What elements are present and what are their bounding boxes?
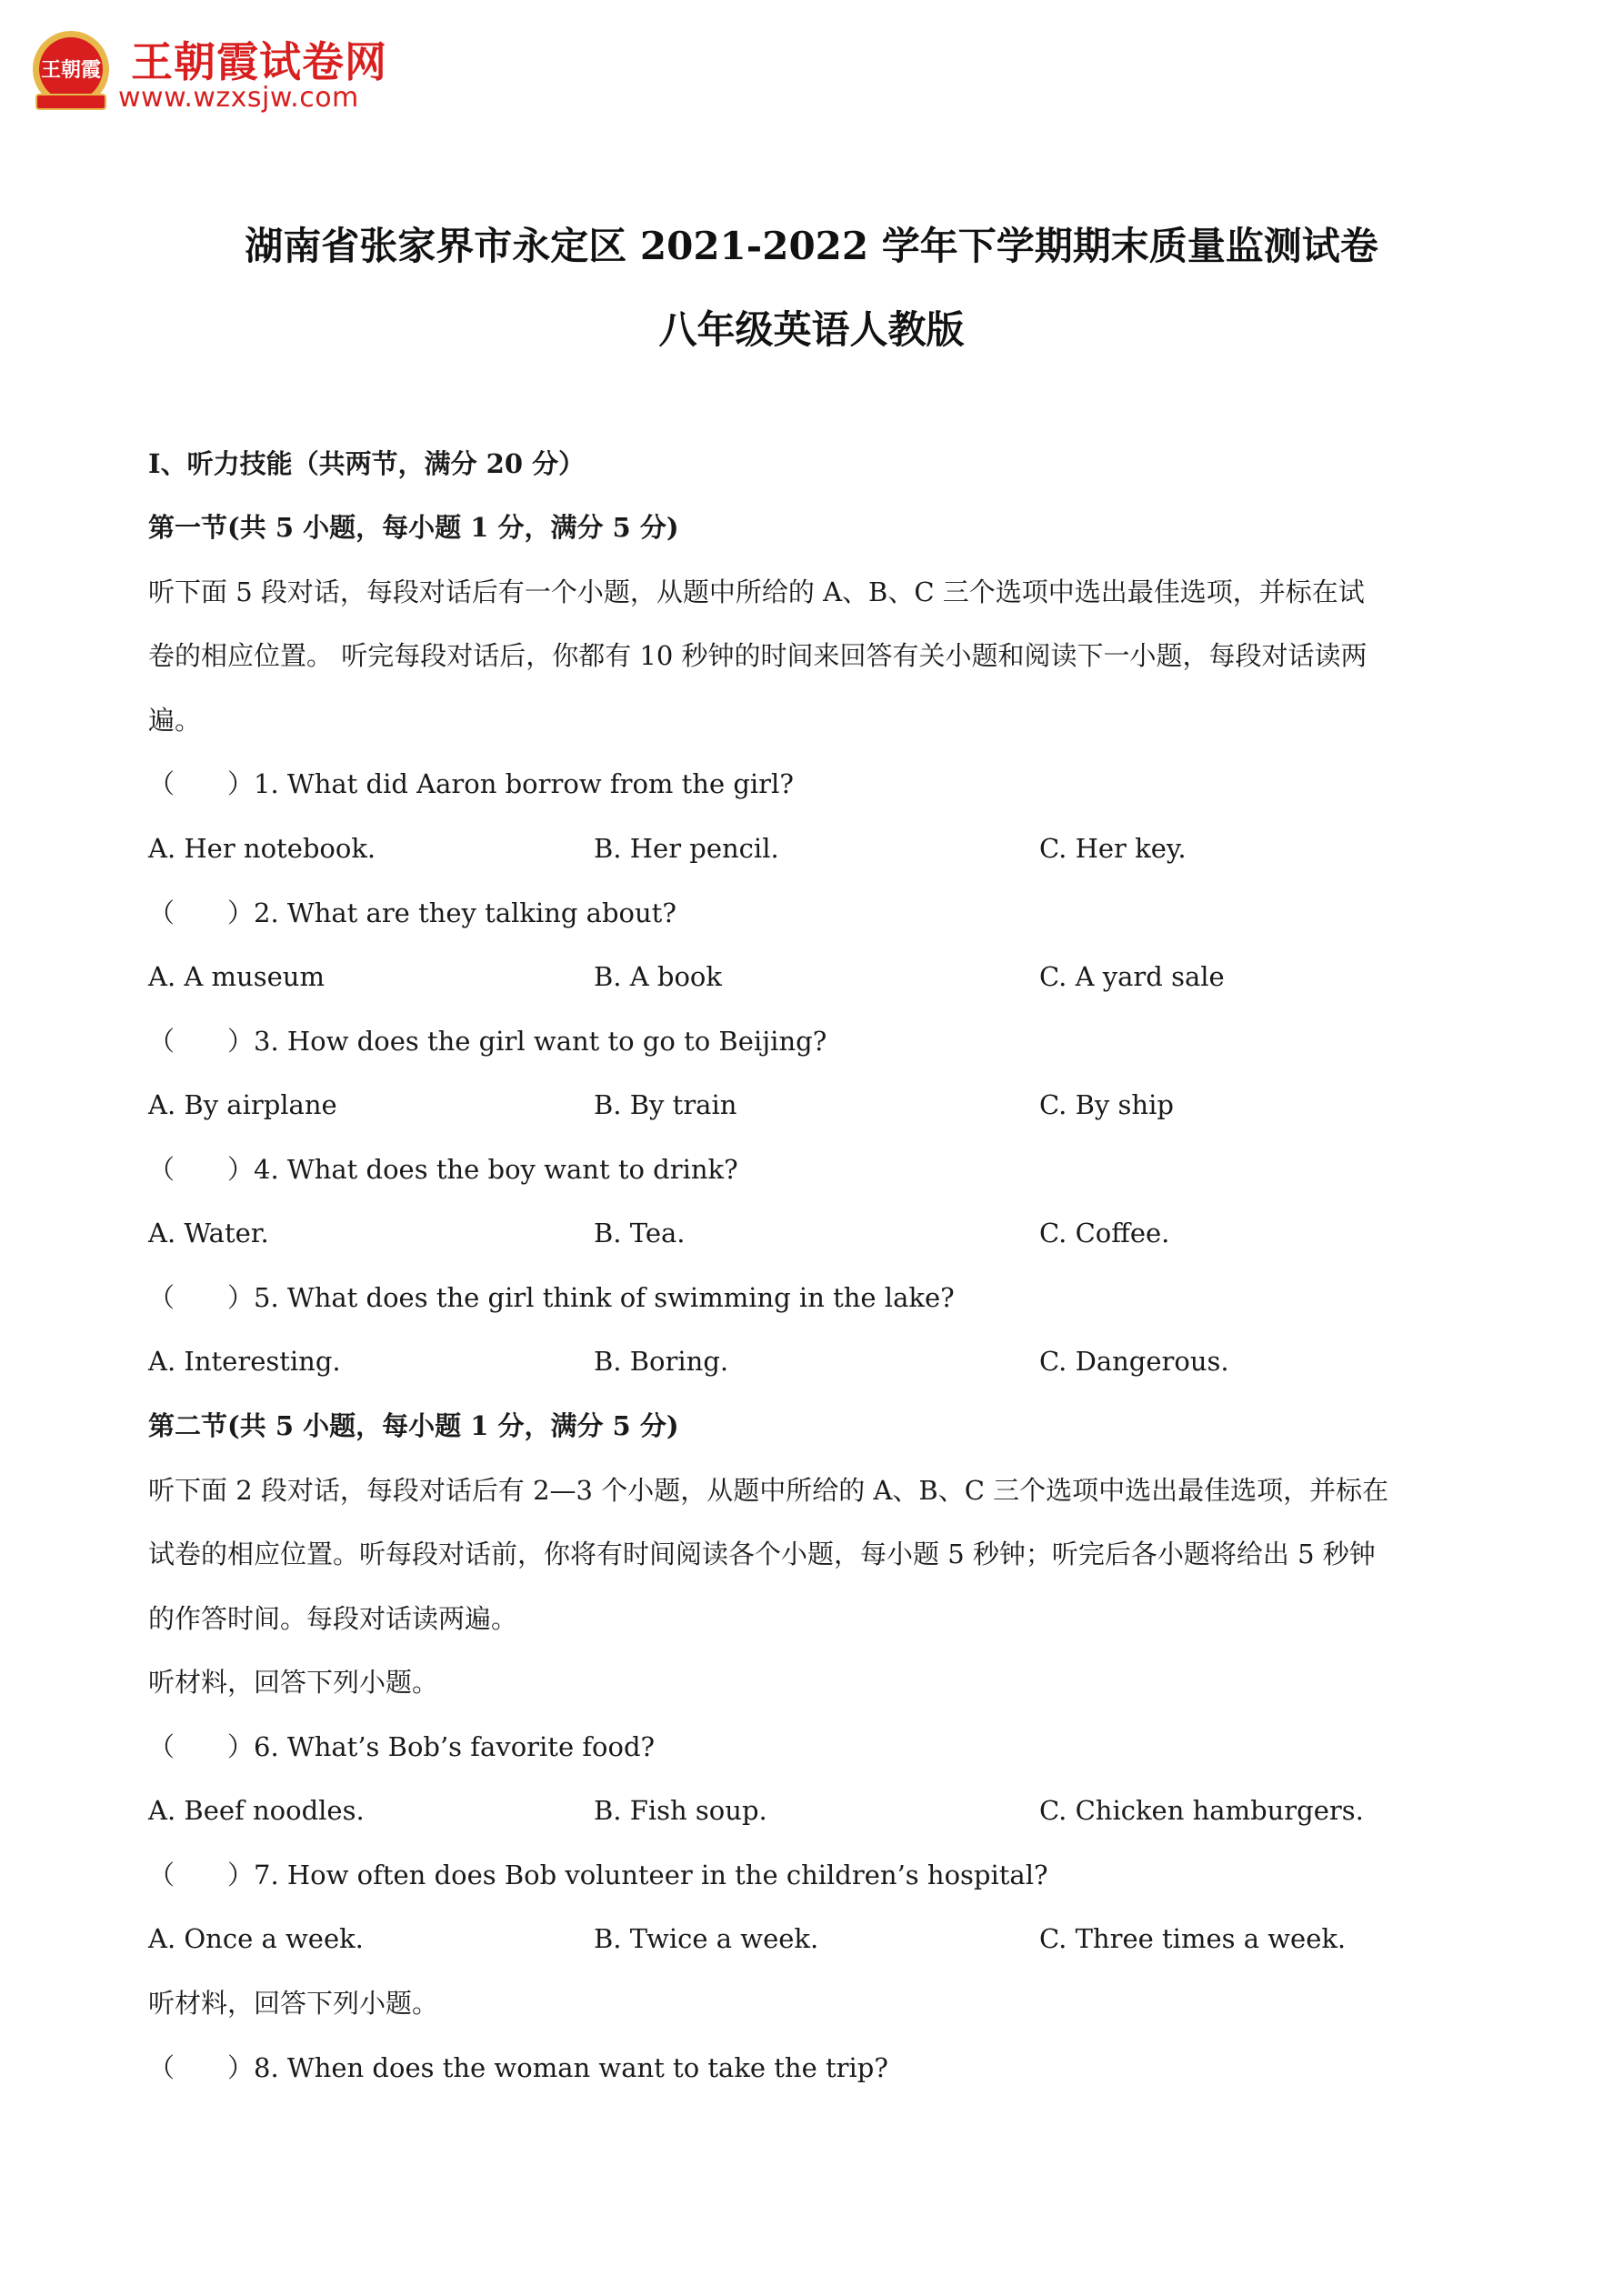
svg-text:王朝霞: 王朝霞 [40,58,102,82]
part1-heading: I、听力技能（共两节，满分 20 分） [148,448,586,479]
option-b[interactable]: B. By train [594,1089,737,1120]
option-a[interactable]: A. Her notebook. [148,833,376,864]
question-stem: （ ）8. When does the woman want to take the trip? [148,2052,888,2083]
material-label: 听材料，回答下列小题。 [148,1988,439,2019]
option-a[interactable]: A. Once a week. [148,1923,364,1954]
option-row [148,1795,1476,1828]
question-stem: （ ）7. How often does Bob volunteer in the children’s hospital? [148,1860,1048,1890]
section1-heading: 第一节(共 5 小题，每小题 1 分，满分 5 分) [148,512,679,543]
question-stem: （ ）6. What’s Bob’s favorite food? [148,1731,656,1762]
option-row [148,1218,1476,1250]
seal-icon [27,27,115,115]
option-a[interactable]: A. By airplane [148,1089,337,1120]
option-b[interactable]: B. A book [594,961,722,992]
option-c[interactable]: C. Coffee. [1039,1218,1170,1248]
exam-title: 湖南省张家界市永定区 2021-2022 学年下学期期末质量监测试卷 [245,224,1378,268]
option-b[interactable]: B. Tea. [594,1218,686,1248]
section2-instruction: 听下面 2 段对话，每段对话后有 2—3 个小题，从题中所给的 A、B、C 三个选项中选出最佳选项，并标在 [148,1475,1389,1506]
option-row [148,1089,1476,1122]
option-c[interactable]: C. Chicken hamburgers. [1039,1795,1364,1826]
option-c[interactable]: C. A yard sale [1039,961,1225,992]
option-a[interactable]: A. Water. [148,1218,269,1248]
question-stem: （ ）2. What are they talking about? [148,897,676,928]
option-row [148,1923,1476,1956]
exam-subtitle: 八年级英语人教版 [658,307,965,352]
site-logo [24,24,406,118]
option-row [148,961,1476,994]
question-stem: （ ）4. What does the boy want to drink? [148,1154,738,1185]
section2-instruction: 试卷的相应位置。听每段对话前，你将有时间阅读各个小题，每小题 5 秒钟；听完后各小题将给出 5 秒钟 [148,1539,1376,1569]
option-b[interactable]: B. Her pencil. [594,833,779,864]
section2-heading: 第二节(共 5 小题，每小题 1 分，满分 5 分) [148,1410,679,1441]
question-stem: （ ）5. What does the girl think of swimming in the lake? [148,1282,955,1313]
question-stem: （ ）1. What did Aaron borrow from the girl? [148,768,794,799]
option-b[interactable]: B. Fish soup. [594,1795,767,1826]
option-c[interactable]: C. Dangerous. [1039,1346,1229,1377]
section1-instruction: 卷的相应位置。 听完每段对话后，你都有 10 秒钟的时间来回答有关小题和阅读下一小题，每段对话读两 [148,640,1368,671]
option-c[interactable]: C. By ship [1039,1089,1174,1120]
option-a[interactable]: A. A museum [148,961,325,992]
option-c[interactable]: C. Her key. [1039,833,1187,864]
material-label: 听材料，回答下列小题。 [148,1667,439,1698]
option-row [148,1346,1476,1379]
option-a[interactable]: A. Beef noodles. [148,1795,365,1826]
section1-instruction: 听下面 5 段对话，每段对话后有一个小题，从题中所给的 A、B、C 三个选项中选出最佳选项，并标在试 [148,577,1365,607]
option-b[interactable]: B. Twice a week. [594,1923,819,1954]
brand-name: 王朝霞试卷网 [131,37,387,86]
section2-instruction: 的作答时间。每段对话读两遍。 [148,1603,518,1634]
option-b[interactable]: B. Boring. [594,1346,729,1377]
question-stem: （ ）3. How does the girl want to go to Beijing? [148,1026,827,1057]
option-c[interactable]: C. Three times a week. [1039,1923,1347,1954]
section1-instruction: 遍。 [148,705,202,736]
site-url[interactable]: www.wzxsjw.com [118,82,359,114]
option-a[interactable]: A. Interesting. [148,1346,341,1377]
option-row [148,833,1476,866]
